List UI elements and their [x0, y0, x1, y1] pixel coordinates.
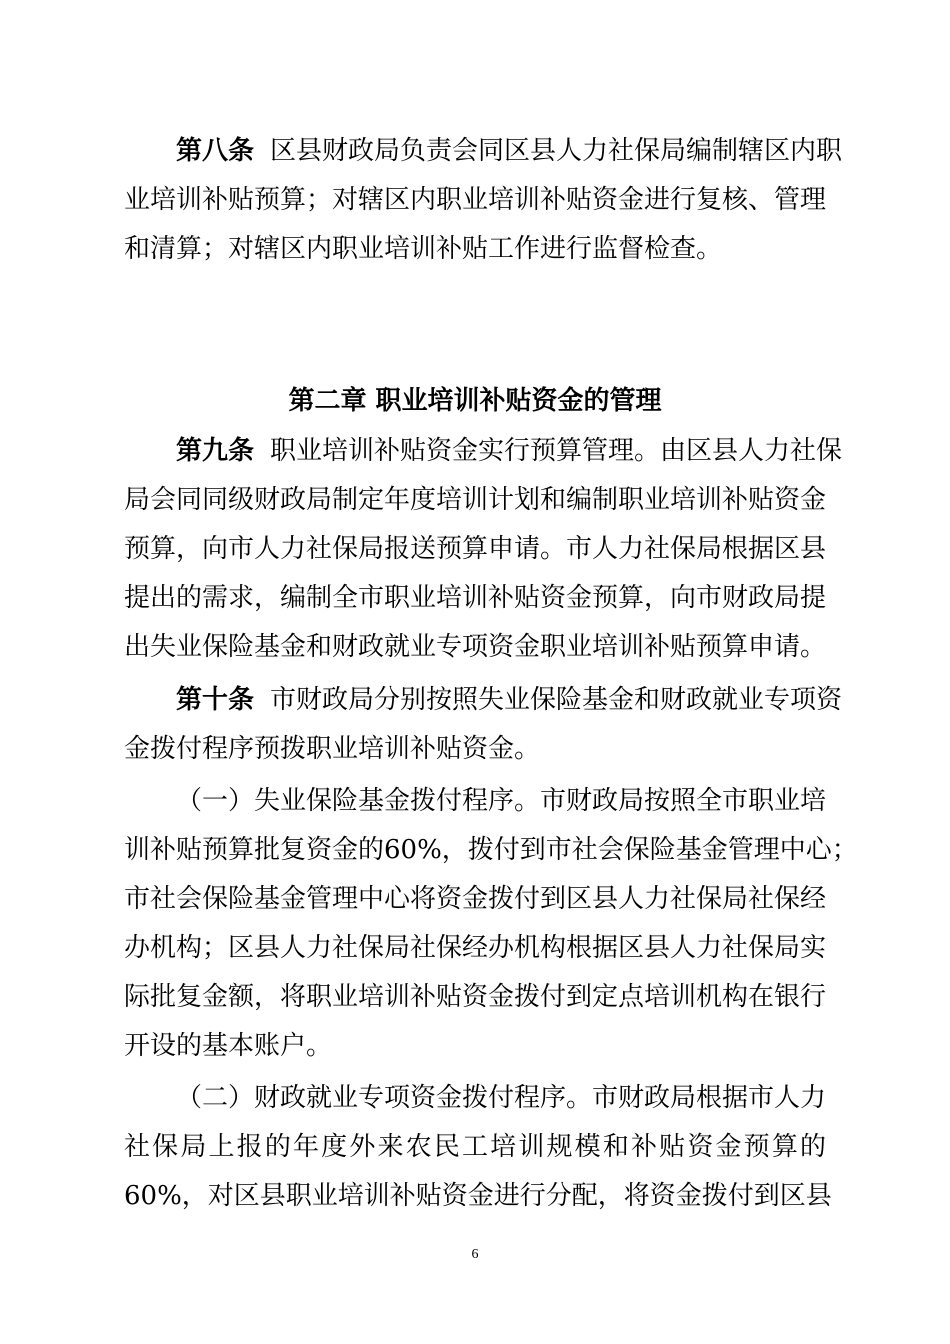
art10-line-1: [176, 685, 843, 715]
item1-line-6: 开设的基本账户。: [124, 1031, 333, 1061]
item1-line-3: 市社会保险基金管理中心将资金拨付到区县人力社保局社保经: [124, 884, 827, 914]
art9-line-3: 预算，向市人力社保局报送预算申请。市人力社保局根据区县: [124, 534, 827, 564]
art8-line-1: [176, 136, 843, 166]
page-number: 6: [471, 1247, 479, 1262]
art8-line-3: 和清算；对辖区内职业培训补贴工作进行监督检查。: [124, 234, 723, 264]
chapter-heading: 第二章 职业培训补贴资金的管理: [288, 386, 662, 416]
item2-line-2: 社保局上报的年度外来农民工培训规模和补贴资金预算的: [124, 1132, 826, 1162]
item1-line-2: 训补贴预算批复资金的60%，拨付到市社会保险基金管理中心；: [124, 835, 858, 865]
art8-label: 第八条: [176, 136, 255, 166]
art9-line-4: 提出的需求，编制全市职业培训补贴资金预算，向市财政局提: [124, 583, 827, 613]
art9-label: 第九条: [176, 436, 255, 466]
art8-line-2: 业培训补贴预算；对辖区内职业培训补贴资金进行复核、管理: [124, 185, 827, 215]
item2-line-1: （二）财政就业专项资金拨付程序。市财政局根据市人力: [176, 1083, 827, 1113]
art8-text-1: 区县财政局负责会同区县人力社保局编制辖区内职: [270, 136, 843, 166]
item2-line-3: 60%，对区县职业培训补贴资金进行分配，将资金拨付到区县: [124, 1181, 832, 1211]
art9-line-2: 局会同同级财政局制定年度培训计划和编制职业培训补贴资金: [124, 485, 827, 515]
art9-line-5: 出失业保险基金和财政就业专项资金职业培训补贴预算申请。: [124, 632, 827, 662]
art9-text-1: 职业培训补贴资金实行预算管理。由区县人力社保: [270, 436, 843, 466]
art9-line-1: [176, 436, 843, 466]
art10-line-2: 金拨付程序预拨职业培训补贴资金。: [124, 734, 541, 764]
item1-line-5: 际批复金额，将职业培训补贴资金拨付到定点培训机构在银行: [124, 982, 827, 1012]
item1-line-1: （一）失业保险基金拨付程序。市财政局按照全市职业培: [176, 786, 827, 816]
art10-text-1: 市财政局分别按照失业保险基金和财政就业专项资: [270, 685, 843, 715]
item1-line-4: 办机构；区县人力社保局社保经办机构根据区县人力社保局实: [124, 933, 827, 963]
art10-label: 第十条: [176, 685, 255, 715]
